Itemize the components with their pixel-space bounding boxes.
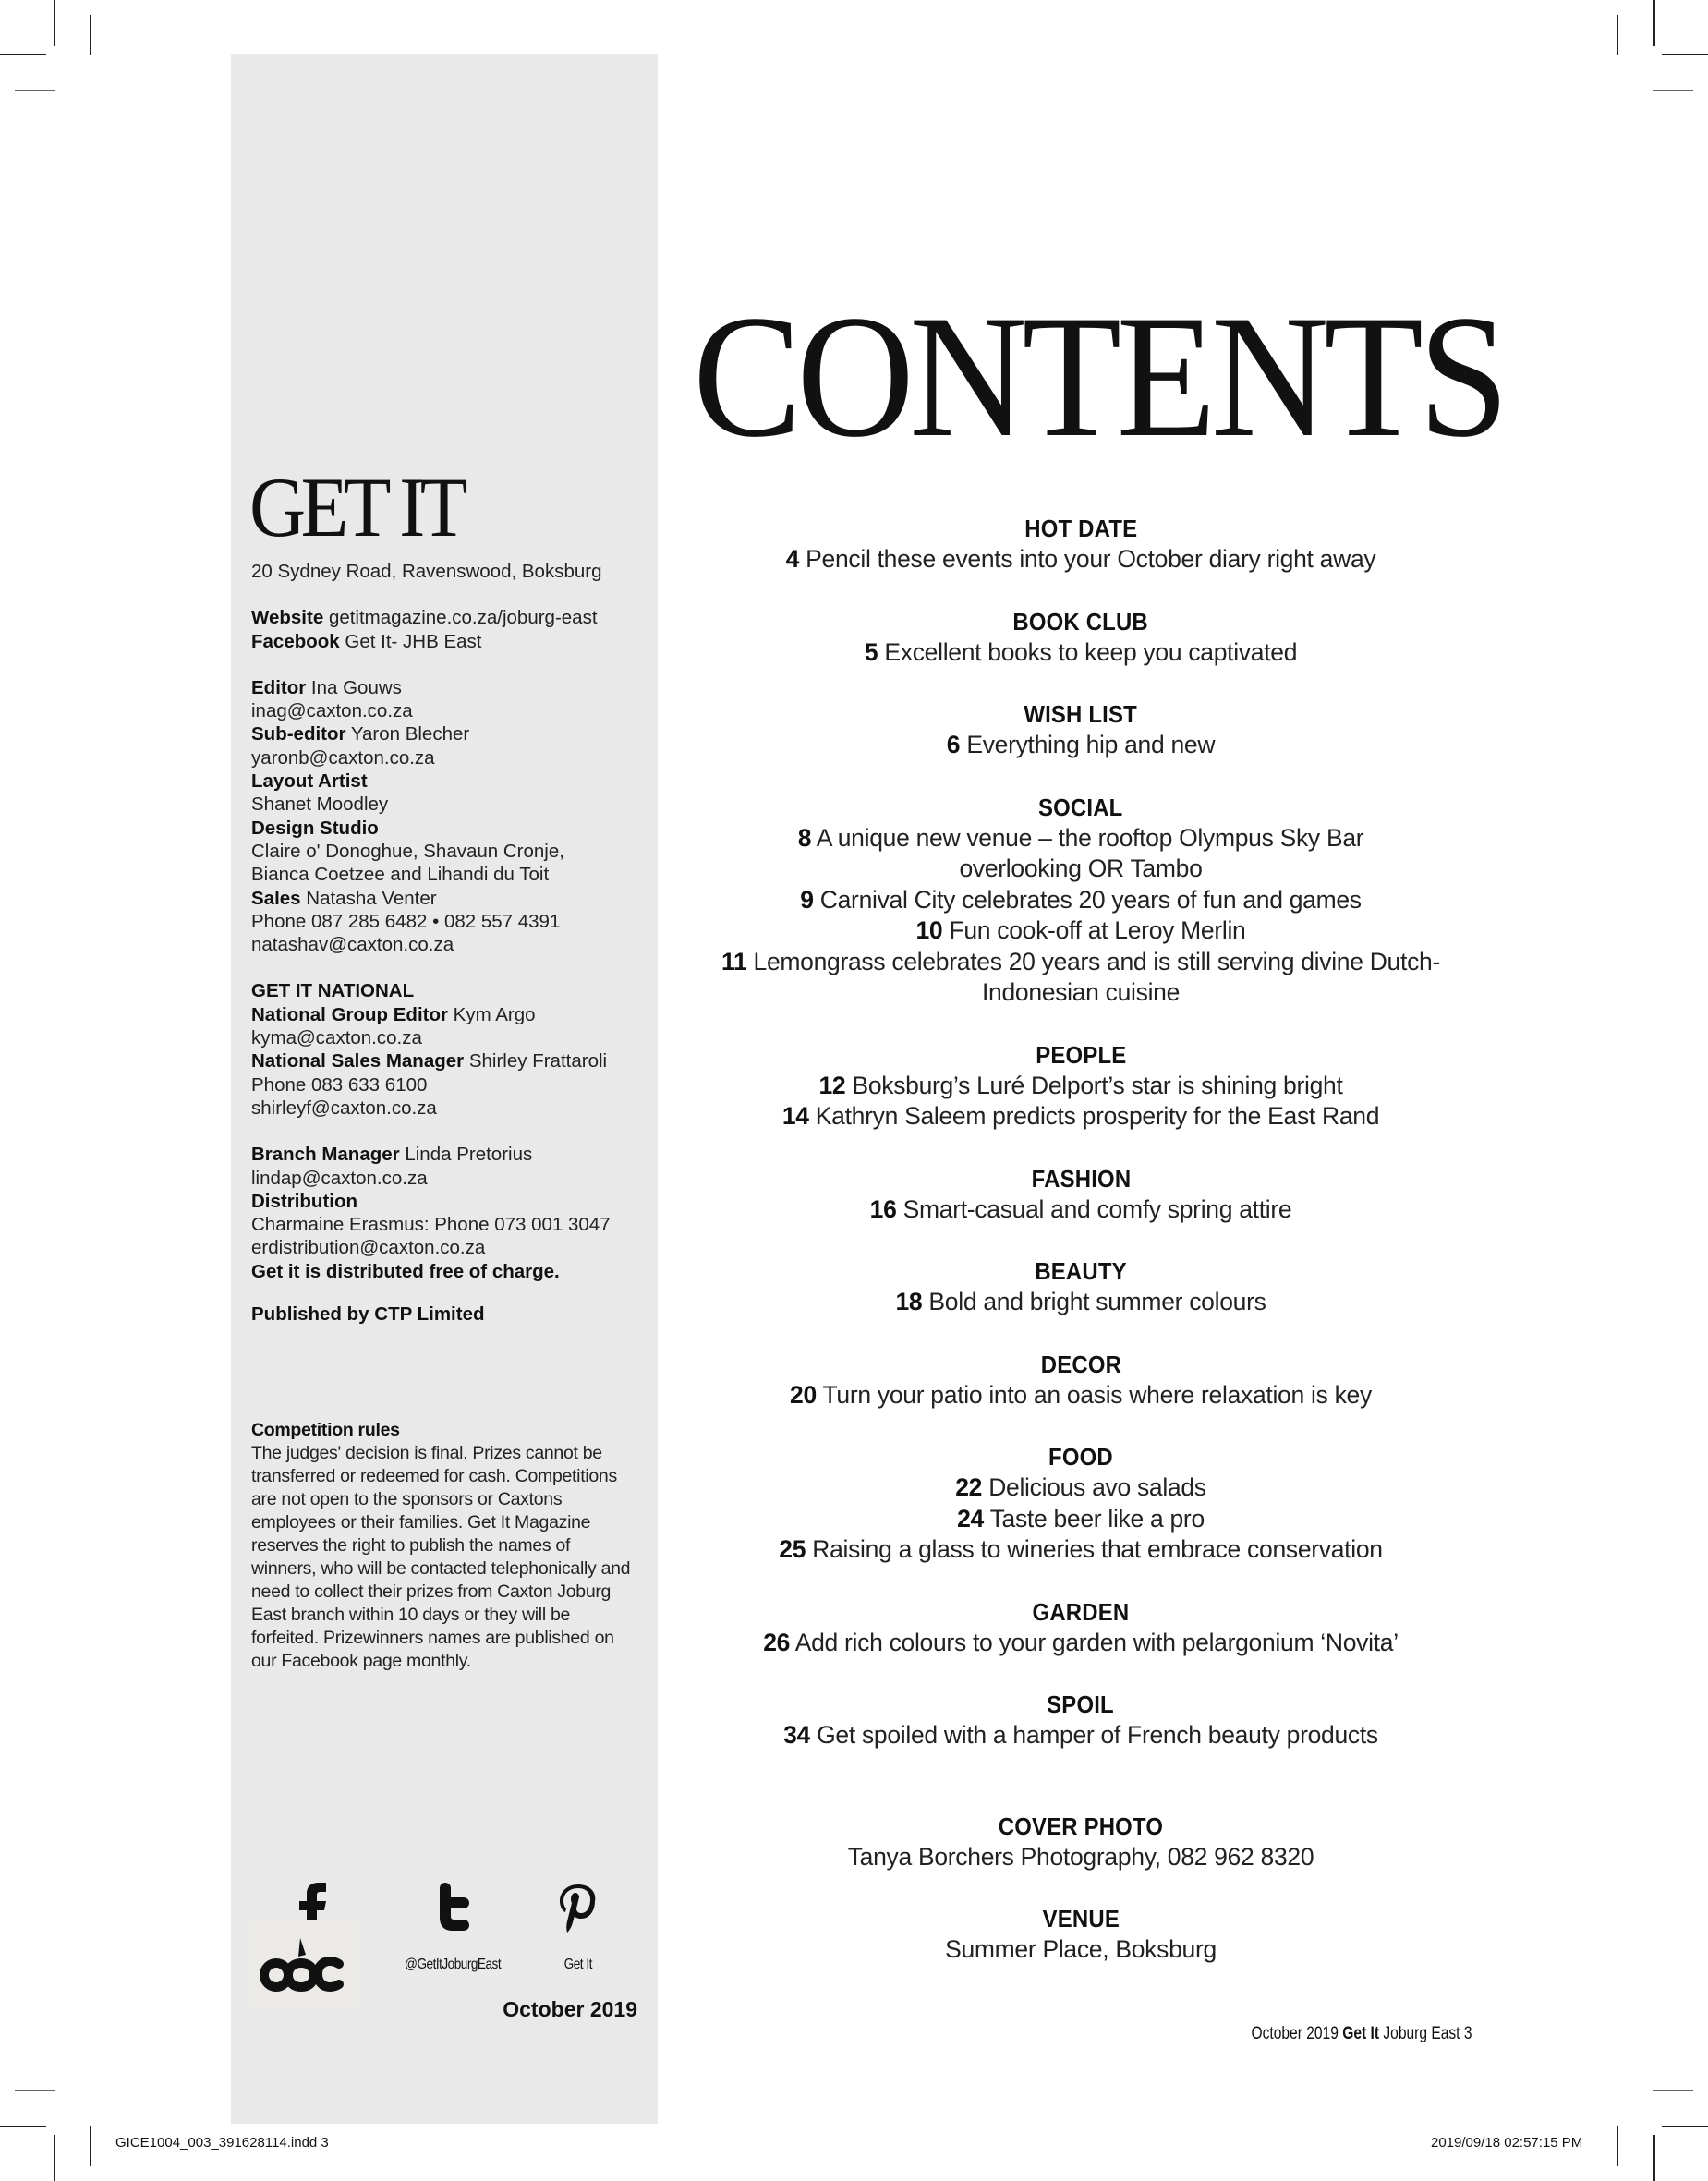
toc-entry[interactable]: 20 Turn your patio into an oasis where relaxation is key	[790, 1380, 1372, 1409]
twitter-icon	[388, 1883, 517, 1944]
crop-mark	[1662, 54, 1708, 55]
masthead-details	[251, 560, 611, 1326]
toc-section-hot-date	[702, 513, 1460, 576]
page-folio: October 2019 Get It Joburg East 3	[1251, 2024, 1472, 2043]
credit-text: Tanya Borchers Photography, 082 962 8320	[847, 1842, 1314, 1871]
section-heading: BEAUTY	[1035, 1257, 1127, 1285]
design-studio-line1: Claire o' Donoghue, Shavaun Cronje,	[251, 840, 564, 862]
section-heading: GARDEN	[1032, 1597, 1130, 1626]
get-it-logo: GET IT	[249, 460, 463, 554]
toc-section-garden	[702, 1596, 1460, 1659]
toc-entry[interactable]: 10 Fun cook-off at Leroy Merlin	[915, 916, 1246, 944]
section-heading: PEOPLE	[1035, 1040, 1127, 1069]
website-link[interactable]: getitmagazine.co.za/joburg-east	[328, 607, 598, 629]
toc-section-social	[702, 792, 1460, 1009]
crop-mark	[0, 54, 46, 55]
crop-mark	[54, 0, 55, 46]
toc-section-spoil	[702, 1689, 1460, 1751]
subeditor: Sub-editor Yaron Blecher	[251, 723, 470, 745]
branch-manager-email[interactable]: lindap@caxton.co.za	[251, 1167, 428, 1189]
branch-manager: Branch Manager Linda Pretorius	[251, 1144, 533, 1166]
toc-entry[interactable]: 25 Raising a glass to wineries that embrace conservation	[779, 1535, 1383, 1563]
sales-manager-phone: Phone 083 633 6100	[251, 1073, 428, 1096]
national-heading: GET IT NATIONAL	[251, 980, 415, 1002]
publisher: Published by CTP Limited	[251, 1303, 485, 1326]
address: 20 Sydney Road, Ravenswood, Boksburg	[251, 561, 602, 582]
group-editor-email[interactable]: kyma@caxton.co.za	[251, 1027, 422, 1049]
toc-entry[interactable]: 22 Delicious avo salads	[955, 1473, 1206, 1501]
toc-entry[interactable]: 5 Excellent books to keep you captivated	[864, 637, 1298, 666]
social-pinterest[interactable]: Get It	[514, 1883, 643, 1973]
crop-mark	[0, 2126, 46, 2127]
toc-entry[interactable]: 26 Add rich colours to your garden with pelargonium ‘Novita’	[763, 1628, 1399, 1656]
abc-logo	[250, 1920, 359, 2008]
crop-mark	[1653, 0, 1655, 46]
crop-mark	[15, 90, 55, 91]
section-heading: VENUE	[1042, 1905, 1120, 1933]
crop-mark	[90, 2126, 91, 2166]
crop-mark	[15, 2090, 55, 2091]
crop-mark	[1653, 2090, 1693, 2091]
section-heading: BOOK CLUB	[1012, 607, 1149, 636]
national-credits	[251, 979, 611, 1120]
section-heading: HOT DATE	[1024, 515, 1137, 542]
competition-rules-title: Competition rules	[251, 1420, 400, 1440]
toc-entry[interactable]: 14 Kathryn Saleem predicts prosperity for the East Rand	[781, 1102, 1380, 1130]
sales-phone: Phone 087 285 6482 • 082 557 4391	[251, 910, 561, 932]
masthead-sidebar	[231, 54, 658, 2124]
section-heading: COVER PHOTO	[998, 1811, 1164, 1840]
crop-mark	[1662, 2126, 1708, 2127]
toc-section-beauty	[702, 1255, 1460, 1318]
editor: Editor Ina Gouws	[251, 676, 402, 698]
toc-entry[interactable]: 16 Smart-casual and comfy spring attire	[869, 1194, 1292, 1223]
competition-rules-text: The judges' decision is final. Prizes cannot be transferred or redeemed for cash. Competitions are not open to the sponsors or Caxtons employees or their families. Get It Magazine reserves the right to publish the names of winners, who will be contacted telephonically and need to collect their prizes from Caxton Joburg East branch within 10 days or they will be forfeited. Prizewinners names are published on our Facebook page monthly.	[251, 1443, 631, 1671]
layout-artist-name: Shanet Moodley	[251, 794, 389, 816]
crop-mark	[1617, 15, 1618, 55]
issue-date: October 2019	[503, 1997, 637, 2021]
staff-credits	[251, 676, 611, 957]
sales: Sales Natasha Venter	[251, 887, 437, 909]
website-line: Website getitmagazine.co.za/joburg-east	[251, 607, 598, 629]
slug-timestamp: 2019/09/18 02:57:15 PM	[1431, 2135, 1583, 2151]
table-of-contents	[702, 513, 1460, 1996]
editor-email[interactable]: inag@caxton.co.za	[251, 700, 413, 722]
crop-mark	[1653, 2135, 1655, 2181]
toc-section-fashion	[702, 1163, 1460, 1226]
credit-venue	[702, 1903, 1460, 1966]
social-twitter[interactable]: @GetItJoburgEast	[388, 1883, 517, 1973]
crop-mark	[1617, 2126, 1618, 2166]
design-studio-line2: Bianca Coetzee and Lihandi du Toit	[251, 864, 550, 886]
toc-section-wish-list	[702, 698, 1460, 761]
toc-section-food	[702, 1441, 1460, 1566]
section-heading: FASHION	[1031, 1164, 1131, 1193]
contact-links	[251, 606, 611, 653]
sales-manager-email[interactable]: shirleyf@caxton.co.za	[251, 1097, 437, 1119]
design-studio-label: Design Studio	[251, 817, 379, 839]
competition-rules	[251, 1419, 639, 1673]
toc-section-decor	[702, 1349, 1460, 1412]
toc-entry[interactable]: 6 Everything hip and new	[946, 731, 1216, 758]
toc-entry[interactable]: 9 Carnival City celebrates 20 years of fun and games	[800, 885, 1362, 914]
crop-mark	[90, 15, 91, 55]
facebook-link[interactable]: Get It- JHB East	[345, 630, 482, 652]
crop-mark	[1653, 90, 1693, 91]
toc-entry[interactable]: 4 Pencil these events into your October diary right away	[785, 545, 1376, 573]
branch-credits	[251, 1143, 611, 1283]
section-heading: SOCIAL	[1038, 793, 1123, 821]
slug-filename: GICE1004_003_391628114.indd 3	[115, 2135, 329, 2151]
sales-manager: National Sales Manager Shirley Frattaroli	[251, 1050, 608, 1072]
section-heading: DECOR	[1040, 1350, 1121, 1378]
credit-cover-photo	[702, 1811, 1460, 1873]
toc-entry[interactable]: 18 Bold and bright summer colours	[895, 1288, 1266, 1315]
section-heading: FOOD	[1048, 1443, 1113, 1471]
toc-entry[interactable]: 11 Lemongrass celebrates 20 years and is still serving divine Dutch-Indonesian cuisine	[721, 947, 1440, 1006]
crop-mark	[54, 2135, 55, 2181]
facebook-line: Facebook Get It- JHB East	[251, 630, 482, 652]
page-title: CONTENTS	[693, 280, 1505, 474]
toc-entry[interactable]: 24 Taste beer like a pro	[957, 1504, 1205, 1533]
credit-text: Summer Place, Boksburg	[945, 1935, 1217, 1963]
toc-entry[interactable]: 34 Get spoiled with a hamper of French beauty products	[783, 1721, 1378, 1749]
subeditor-email[interactable]: yaronb@caxton.co.za	[251, 746, 435, 769]
section-heading: SPOIL	[1047, 1690, 1115, 1718]
layout-artist-label: Layout Artist	[251, 770, 368, 793]
distribution-contact: Charmaine Erasmus: Phone 073 001 3047	[251, 1214, 611, 1236]
pinterest-icon	[514, 1883, 643, 1944]
sales-email[interactable]: natashav@caxton.co.za	[251, 934, 454, 956]
section-heading: WISH LIST	[1024, 700, 1138, 728]
toc-entry[interactable]: 8 A unique new venue – the rooftop Olympus Sky Bar overlooking OR Tambo	[797, 823, 1364, 882]
toc-section-book-club	[702, 606, 1460, 669]
toc-section-people	[702, 1039, 1460, 1133]
toc-entry[interactable]: 12 Boksburg’s Luré Delport’s star is shining bright	[818, 1071, 1343, 1099]
group-editor: National Group Editor Kym Argo	[251, 1003, 536, 1025]
free-distribution-note: Get it is distributed free of charge.	[251, 1260, 560, 1282]
distribution-label: Distribution	[251, 1190, 358, 1212]
distribution-email[interactable]: erdistribution@caxton.co.za	[251, 1237, 486, 1259]
